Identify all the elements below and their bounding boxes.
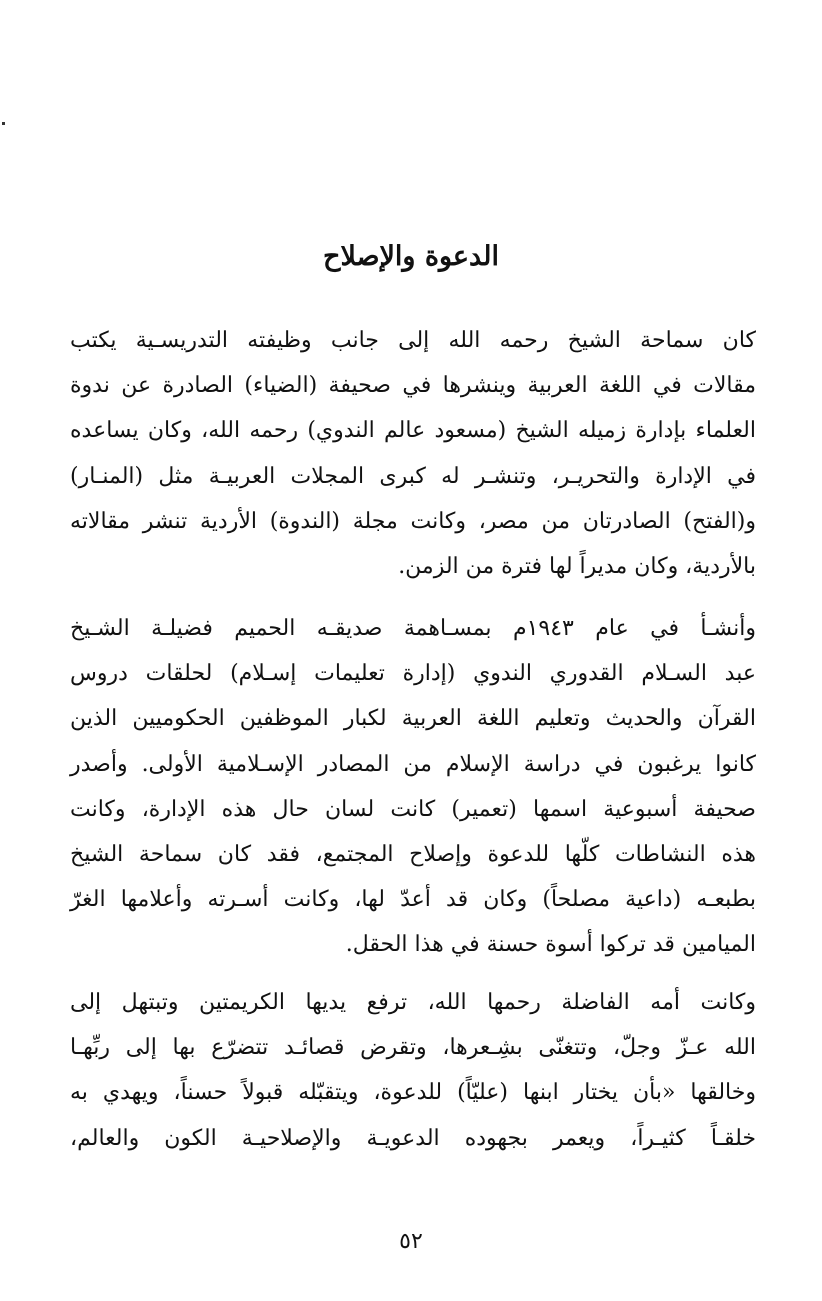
paragraph-line: في الإدارة والتحريـر، وتنشـر له كبرى المجلات العربيـة مثل (المنـار) [70, 463, 756, 489]
paragraph-line: الميامين قد تركوا أسوة حسنة في هذا الحقل. [345, 932, 756, 958]
paragraph-line: بالأردية، وكان مديراً لها فترة من الزمن. [398, 554, 756, 580]
paragraph-line: بطبعـه (داعية مصلحاً) وكان قد أعدّ لها، وكانت أسـرته وأعلامها الغرّ [70, 887, 756, 913]
paragraph-line: وخالقها «بأن يختار ابنها (عليّاً) للدعوة، ويتقبّله قبولاً حسناً، ويهدي به [70, 1080, 756, 1106]
paragraph-line: العلماء بإدارة زميله الشيخ (مسعود عالم الندوي) رحمه الله، وكان يساعده [70, 418, 756, 444]
paragraph-line: و(الفتح) الصادرتان من مصر، وكانت مجلة (الندوة) الأردية تنشر مقالاته [70, 508, 756, 534]
paragraph-1 [70, 318, 756, 589]
paragraph-line: مقالات في اللغة العربية وينشرها في صحيفة (الضياء) الصادرة عن ندوة [70, 373, 756, 399]
paragraph-line: كانوا يرغبون في دراسة الإسلام من المصادر الإسـلامية الأولى. وأصدر [70, 751, 756, 777]
paragraph-line: هذه النشاطات كلّها للدعوة وإصلاح المجتمع، فقد كان سماحة الشيخ [70, 842, 756, 868]
paragraph-line: وأنشـأ في عام ١٩٤٣م بمسـاهمة صديقـه الحميم فضيلـة الشـيخ [70, 616, 757, 641]
paragraph-line: صحيفة أسبوعية اسمها (تعمير) كانت لسان حال هذه الإدارة، وكانت [70, 796, 756, 822]
paragraph-line: الله عـزّ وجلّ، وتتغنّى بشِـعرها، وتقرض قصائـد تتضرّع بها إلى ربِّهـا [70, 1035, 756, 1061]
page-number: ٥٢ [399, 1229, 423, 1254]
paragraph-line: القرآن والحديث وتعليم اللغة العربية لكبار الموظفين الحكوميين الذين [70, 706, 756, 732]
paragraph-2 [70, 606, 756, 968]
paragraph-3 [70, 980, 756, 1161]
paragraph-line: وكانت أمه الفاضلة رحمها الله، ترفع يديها الكريمتين وتبتهل إلى [70, 990, 756, 1015]
paragraph-line: عبد السـلام القدوري الندوي (إدارة تعليمات إسـلام) لحلقات دروس [70, 661, 756, 687]
chapter-title: الدعوة والإصلاح [323, 241, 499, 273]
paragraph-line: خلقـاً كثيـراً، ويعمر بجهوده الدعويـة والإصلاحيـة الكون والعالم، [70, 1125, 756, 1151]
paragraph-line: كان سماحة الشيخ رحمه الله إلى جانب وظيفته التدريسـية يكتب [70, 328, 756, 353]
scan-edge-mark [2, 122, 5, 125]
